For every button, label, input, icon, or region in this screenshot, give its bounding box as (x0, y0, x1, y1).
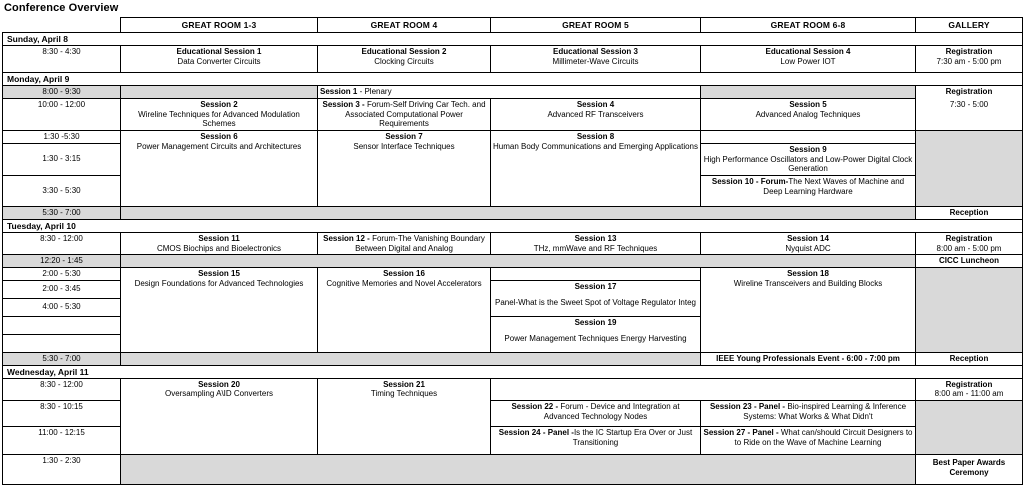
session-title: Session 24 - Panel - (498, 428, 574, 437)
schedule-row-wednesday-awards (3, 455, 1023, 485)
session-cell-session-27[interactable] (701, 427, 916, 455)
column-header-great-room-6-8 (701, 18, 916, 33)
session-cell-session-14[interactable] (701, 232, 916, 255)
empty-cell-gr5 (491, 268, 701, 281)
session-cell-session-2[interactable] (121, 98, 318, 130)
session-cell-educational-session-3[interactable] (491, 46, 701, 73)
session-cell-session-7[interactable] (318, 131, 491, 207)
time-cell (3, 255, 121, 268)
session-subtitle: Forum-The Vanishing Boundary Between Digital and Analog (355, 233, 485, 253)
session-title: Session 20 (198, 379, 240, 389)
session-cell-session-23[interactable] (701, 401, 916, 427)
session-subtitle: Clocking Circuits (374, 56, 434, 66)
time-cell (3, 143, 121, 175)
header-spacer (3, 18, 121, 33)
time-label: 8:30 - 12:00 (40, 233, 83, 243)
session-title: Session 6 (200, 132, 238, 141)
day-label: Tuesday, April 10 (7, 220, 76, 231)
session-cell-session-10[interactable] (701, 176, 916, 207)
schedule-row-monday-reception (3, 207, 1023, 220)
session-cell-educational-session-4[interactable] (701, 46, 916, 73)
time-label: 3:30 - 5:30 (42, 186, 81, 195)
session-cell-session-16[interactable] (318, 268, 491, 353)
session-title: Educational Session 4 (765, 47, 851, 56)
column-header-label: GALLERY (948, 20, 990, 30)
column-header-gallery (916, 18, 1023, 33)
time-label: 1:30 -5:30 (43, 132, 80, 141)
time-label: 2:00 - 5:30 (42, 269, 81, 278)
session-subtitle: - Plenary (357, 87, 392, 96)
day-label: Sunday, April 8 (7, 34, 68, 44)
empty-cell-shaded (121, 352, 701, 365)
day-label: Wednesday, April 11 (7, 366, 89, 377)
registration-title: Registration (945, 379, 993, 389)
session-title: Session 2 (200, 99, 238, 109)
column-header-great-room-1-3 (121, 18, 318, 33)
session-title: Educational Session 2 (361, 47, 447, 56)
column-header-label: GREAT ROOM 1-3 (181, 20, 257, 30)
time-cell (3, 131, 121, 144)
ieee-event-label: IEEE Young Professionals Event - 6:00 - 7:00 pm (716, 353, 900, 363)
schedule-row-monday-plenary (3, 86, 1023, 99)
session-title: Session 23 - Panel - (709, 402, 788, 411)
reception-cell-tuesday[interactable] (916, 352, 1023, 365)
schedule-row-tuesday-evening (3, 352, 1023, 365)
session-title: Session 13 (574, 233, 617, 243)
ieee-event-cell[interactable] (701, 352, 916, 365)
empty-cell-shaded (121, 455, 916, 485)
session-title: Session 5 (789, 99, 827, 109)
registration-cell-wednesday[interactable] (916, 378, 1023, 401)
session-subtitle: Low Power IOT (780, 56, 836, 66)
time-cell (3, 176, 121, 207)
luncheon-label: CICC Luncheon (939, 256, 999, 266)
day-header-wednesday (3, 365, 1023, 378)
column-header-great-room-4 (318, 18, 491, 33)
empty-cell-shaded (121, 255, 916, 268)
session-title: Session 12 - (323, 233, 373, 243)
session-subtitle: High Performance Oscillators and Low-Power Digital Clock Generation (703, 154, 913, 174)
session-subtitle: THz, mmWave and RF Techniques (533, 243, 658, 253)
time-cell (3, 334, 121, 352)
session-cell-session-19[interactable] (491, 316, 701, 352)
session-title: Educational Session 1 (176, 47, 262, 56)
session-cell-educational-session-2[interactable] (318, 46, 491, 73)
session-title: Session 18 (787, 269, 829, 278)
session-cell-session-21[interactable] (318, 378, 491, 455)
session-subtitle: Wireline Transceivers and Building Blocks (733, 278, 883, 288)
day-header-sunday (3, 33, 1023, 46)
registration-hours: 8:00 am - 11:00 am (934, 389, 1004, 399)
session-title: Session 27 - Panel - (703, 428, 781, 437)
time-cell (3, 86, 121, 99)
session-subtitle: Timing Techniques (370, 389, 438, 399)
session-subtitle: Power Management Circuits and Architectures (136, 141, 302, 151)
time-label (3, 317, 120, 319)
session-subtitle: Nyquist ADC (785, 243, 831, 253)
session-subtitle: Forum - Device and Integration at Advanced Technology Nodes (543, 402, 680, 421)
time-label (3, 335, 120, 337)
session-subtitle: Millimeter-Wave Circuits (552, 56, 639, 66)
day-header-row-tuesday (3, 219, 1023, 232)
table-header-row (3, 18, 1023, 33)
session-title: Session 1 (320, 87, 358, 96)
schedule-row-monday-afternoon-1 (3, 131, 1023, 144)
registration-hours: 8:00 am - 5:00 pm (936, 243, 1002, 253)
session-cell-session-3[interactable] (318, 98, 491, 130)
column-header-label: GREAT ROOM 5 (562, 20, 629, 30)
session-title: Session 10 - Forum- (711, 177, 789, 186)
column-header-great-room-5 (491, 18, 701, 33)
time-cell (3, 352, 121, 365)
time-cell (3, 232, 121, 255)
session-subtitle: Advanced RF Transceivers (547, 109, 644, 119)
session-cell-session-13[interactable] (491, 232, 701, 255)
registration-cell-tuesday[interactable] (916, 232, 1023, 255)
session-cell-session-18[interactable] (701, 268, 916, 353)
awards-line-1: Best Paper Awards (932, 458, 1006, 467)
session-title: Session 7 (385, 132, 423, 141)
session-cell-session-1-plenary[interactable] (318, 86, 701, 99)
session-subtitle: The Next Waves of Machine and Deep Learning Hardware (763, 177, 905, 196)
empty-cell-gr68 (701, 131, 916, 144)
session-title: Session 22 - (511, 402, 561, 411)
session-subtitle: Wireline Techniques for Advanced Modulation Schemes (138, 109, 300, 129)
time-label: 2:00 - 3:45 (42, 283, 81, 293)
day-header-row-sunday (3, 33, 1023, 46)
session-subtitle: Sensor Interface Techniques (353, 141, 455, 151)
time-cell (3, 401, 121, 427)
session-subtitle: Cognitive Memories and Novel Accelerators (326, 278, 482, 288)
time-label: 8:30 - 12:00 (40, 379, 83, 389)
session-cell-session-8[interactable] (491, 131, 701, 207)
awards-line-2: Ceremony (949, 467, 989, 477)
time-cell (3, 298, 121, 316)
time-label: 4:00 - 5:30 (42, 301, 81, 311)
session-cell-session-9[interactable] (701, 143, 916, 175)
empty-cell-shaded (121, 86, 318, 99)
reception-cell-monday[interactable] (916, 207, 1023, 220)
day-header-monday (3, 73, 1023, 86)
schedule-row-sunday-1 (3, 46, 1023, 73)
empty-cell-shaded (916, 268, 1023, 353)
time-cell (3, 455, 121, 485)
empty-cell-shaded (121, 207, 916, 220)
session-title: Session 19 (574, 317, 617, 327)
session-subtitle: Oversampling A\ID Converters (164, 389, 274, 399)
session-subtitle: Design Foundations for Advanced Technologies (134, 278, 304, 288)
time-cell (3, 378, 121, 401)
session-cell-session-17[interactable] (491, 280, 701, 316)
time-cell (3, 268, 121, 281)
empty-cell-shaded (916, 131, 1023, 207)
session-cell-session-5[interactable] (701, 98, 916, 130)
session-cell-session-15[interactable] (121, 268, 318, 353)
session-title: Educational Session 3 (553, 47, 638, 56)
time-label: 12:20 - 1:45 (3, 255, 120, 267)
empty-cell-shaded (916, 401, 1023, 455)
schedule-row-tuesday-afternoon-1 (3, 268, 1023, 281)
session-subtitle: What can/should Circuit Designers to to Ride on the Wave of Machine Learning (734, 428, 913, 447)
time-cell (3, 98, 121, 130)
session-subtitle: Data Converter Circuits (177, 56, 261, 66)
session-cell-session-24[interactable] (491, 427, 701, 455)
day-header-row-wednesday (3, 365, 1023, 378)
session-subtitle: Human Body Communications and Emerging Applications (493, 141, 698, 151)
registration-cell-sunday[interactable] (916, 46, 1023, 73)
day-header-tuesday (3, 219, 1023, 232)
session-cell-session-20[interactable] (121, 378, 318, 455)
registration-title: Registration (945, 47, 993, 56)
schedule-row-monday-morning (3, 98, 1023, 130)
registration-cell-monday[interactable] (916, 86, 1023, 131)
schedule-row-wednesday-1 (3, 378, 1023, 401)
session-subtitle: Bio-inspired Learning & Inference Systems: What Works & What Didn't (743, 402, 907, 421)
conference-schedule-table (2, 17, 1023, 485)
time-cell (3, 316, 121, 334)
time-label: 1:30 - 2:30 (42, 456, 81, 465)
session-title: Session 3 - (322, 99, 367, 109)
time-label: 10:00 - 12:00 (37, 99, 86, 109)
awards-ceremony-cell[interactable] (916, 455, 1023, 485)
reception-label: Reception (949, 353, 989, 363)
registration-hours: 7:30 am - 5:00 pm (936, 56, 1002, 66)
session-cell-session-6[interactable] (121, 131, 318, 207)
session-title: Session 11 (198, 233, 240, 243)
day-header-row-monday (3, 73, 1023, 86)
column-header-label: GREAT ROOM 6-8 (770, 20, 846, 30)
session-title: Session 8 (576, 132, 615, 141)
time-cell (3, 207, 121, 220)
time-cell (3, 427, 121, 455)
session-title: Session 9 (789, 144, 827, 154)
column-header-label: GREAT ROOM 4 (370, 20, 438, 30)
registration-hours: 7:30 - 5:00 (949, 99, 989, 109)
time-cell (3, 46, 121, 73)
session-title: Session 15 (198, 269, 240, 278)
time-label: 8:30 - 10:15 (40, 402, 83, 411)
session-cell-session-11[interactable] (121, 232, 318, 255)
luncheon-cell-tuesday[interactable] (916, 255, 1023, 268)
registration-title: Registration (945, 87, 993, 96)
session-subtitle: Is the IC Startup Era Over or Just Transitioning (572, 428, 693, 447)
page-title: Conference Overview (4, 2, 119, 14)
session-subtitle: Advanced Analog Techniques (755, 109, 861, 119)
session-title: Session 17 (574, 281, 617, 291)
session-cell-educational-session-1[interactable] (121, 46, 318, 73)
time-cell (3, 280, 121, 298)
schedule-row-tuesday-luncheon (3, 255, 1023, 268)
registration-title: Registration (945, 233, 993, 243)
time-label: 11:00 - 12:15 (38, 428, 85, 437)
session-title: Session 14 (787, 233, 829, 243)
session-cell-session-22[interactable] (491, 401, 701, 427)
session-title: Session 16 (383, 269, 425, 278)
time-label: 8:30 - 4:30 (42, 47, 81, 56)
session-title: Session 21 (383, 379, 425, 389)
session-subtitle: CMOS Biochips and Bioelectronics (156, 243, 282, 253)
time-label: 1:30 - 3:15 (42, 153, 81, 163)
reception-label: Reception (949, 208, 989, 217)
session-subtitle: Forum-Self Driving Car Tech. and Associated Computational Power Requirements (345, 99, 486, 129)
empty-cell-shaded (701, 86, 916, 99)
session-subtitle: Power Management Techniques Energy Harvesting (504, 333, 687, 343)
time-label: 5:30 - 7:00 (3, 353, 120, 365)
session-cell-session-12[interactable] (318, 232, 491, 255)
session-title: Session 4 (576, 99, 615, 109)
empty-cell-wed-top (491, 378, 916, 401)
day-label: Monday, April 9 (7, 74, 70, 84)
time-label: 8:00 - 9:30 (3, 86, 120, 98)
schedule-row-tuesday-morning (3, 232, 1023, 255)
session-subtitle: Panel-What is the Sweet Spot of Voltage Regulator Integ (494, 297, 696, 307)
session-cell-session-4[interactable] (491, 98, 701, 130)
time-label: 5:30 - 7:00 (3, 207, 120, 219)
